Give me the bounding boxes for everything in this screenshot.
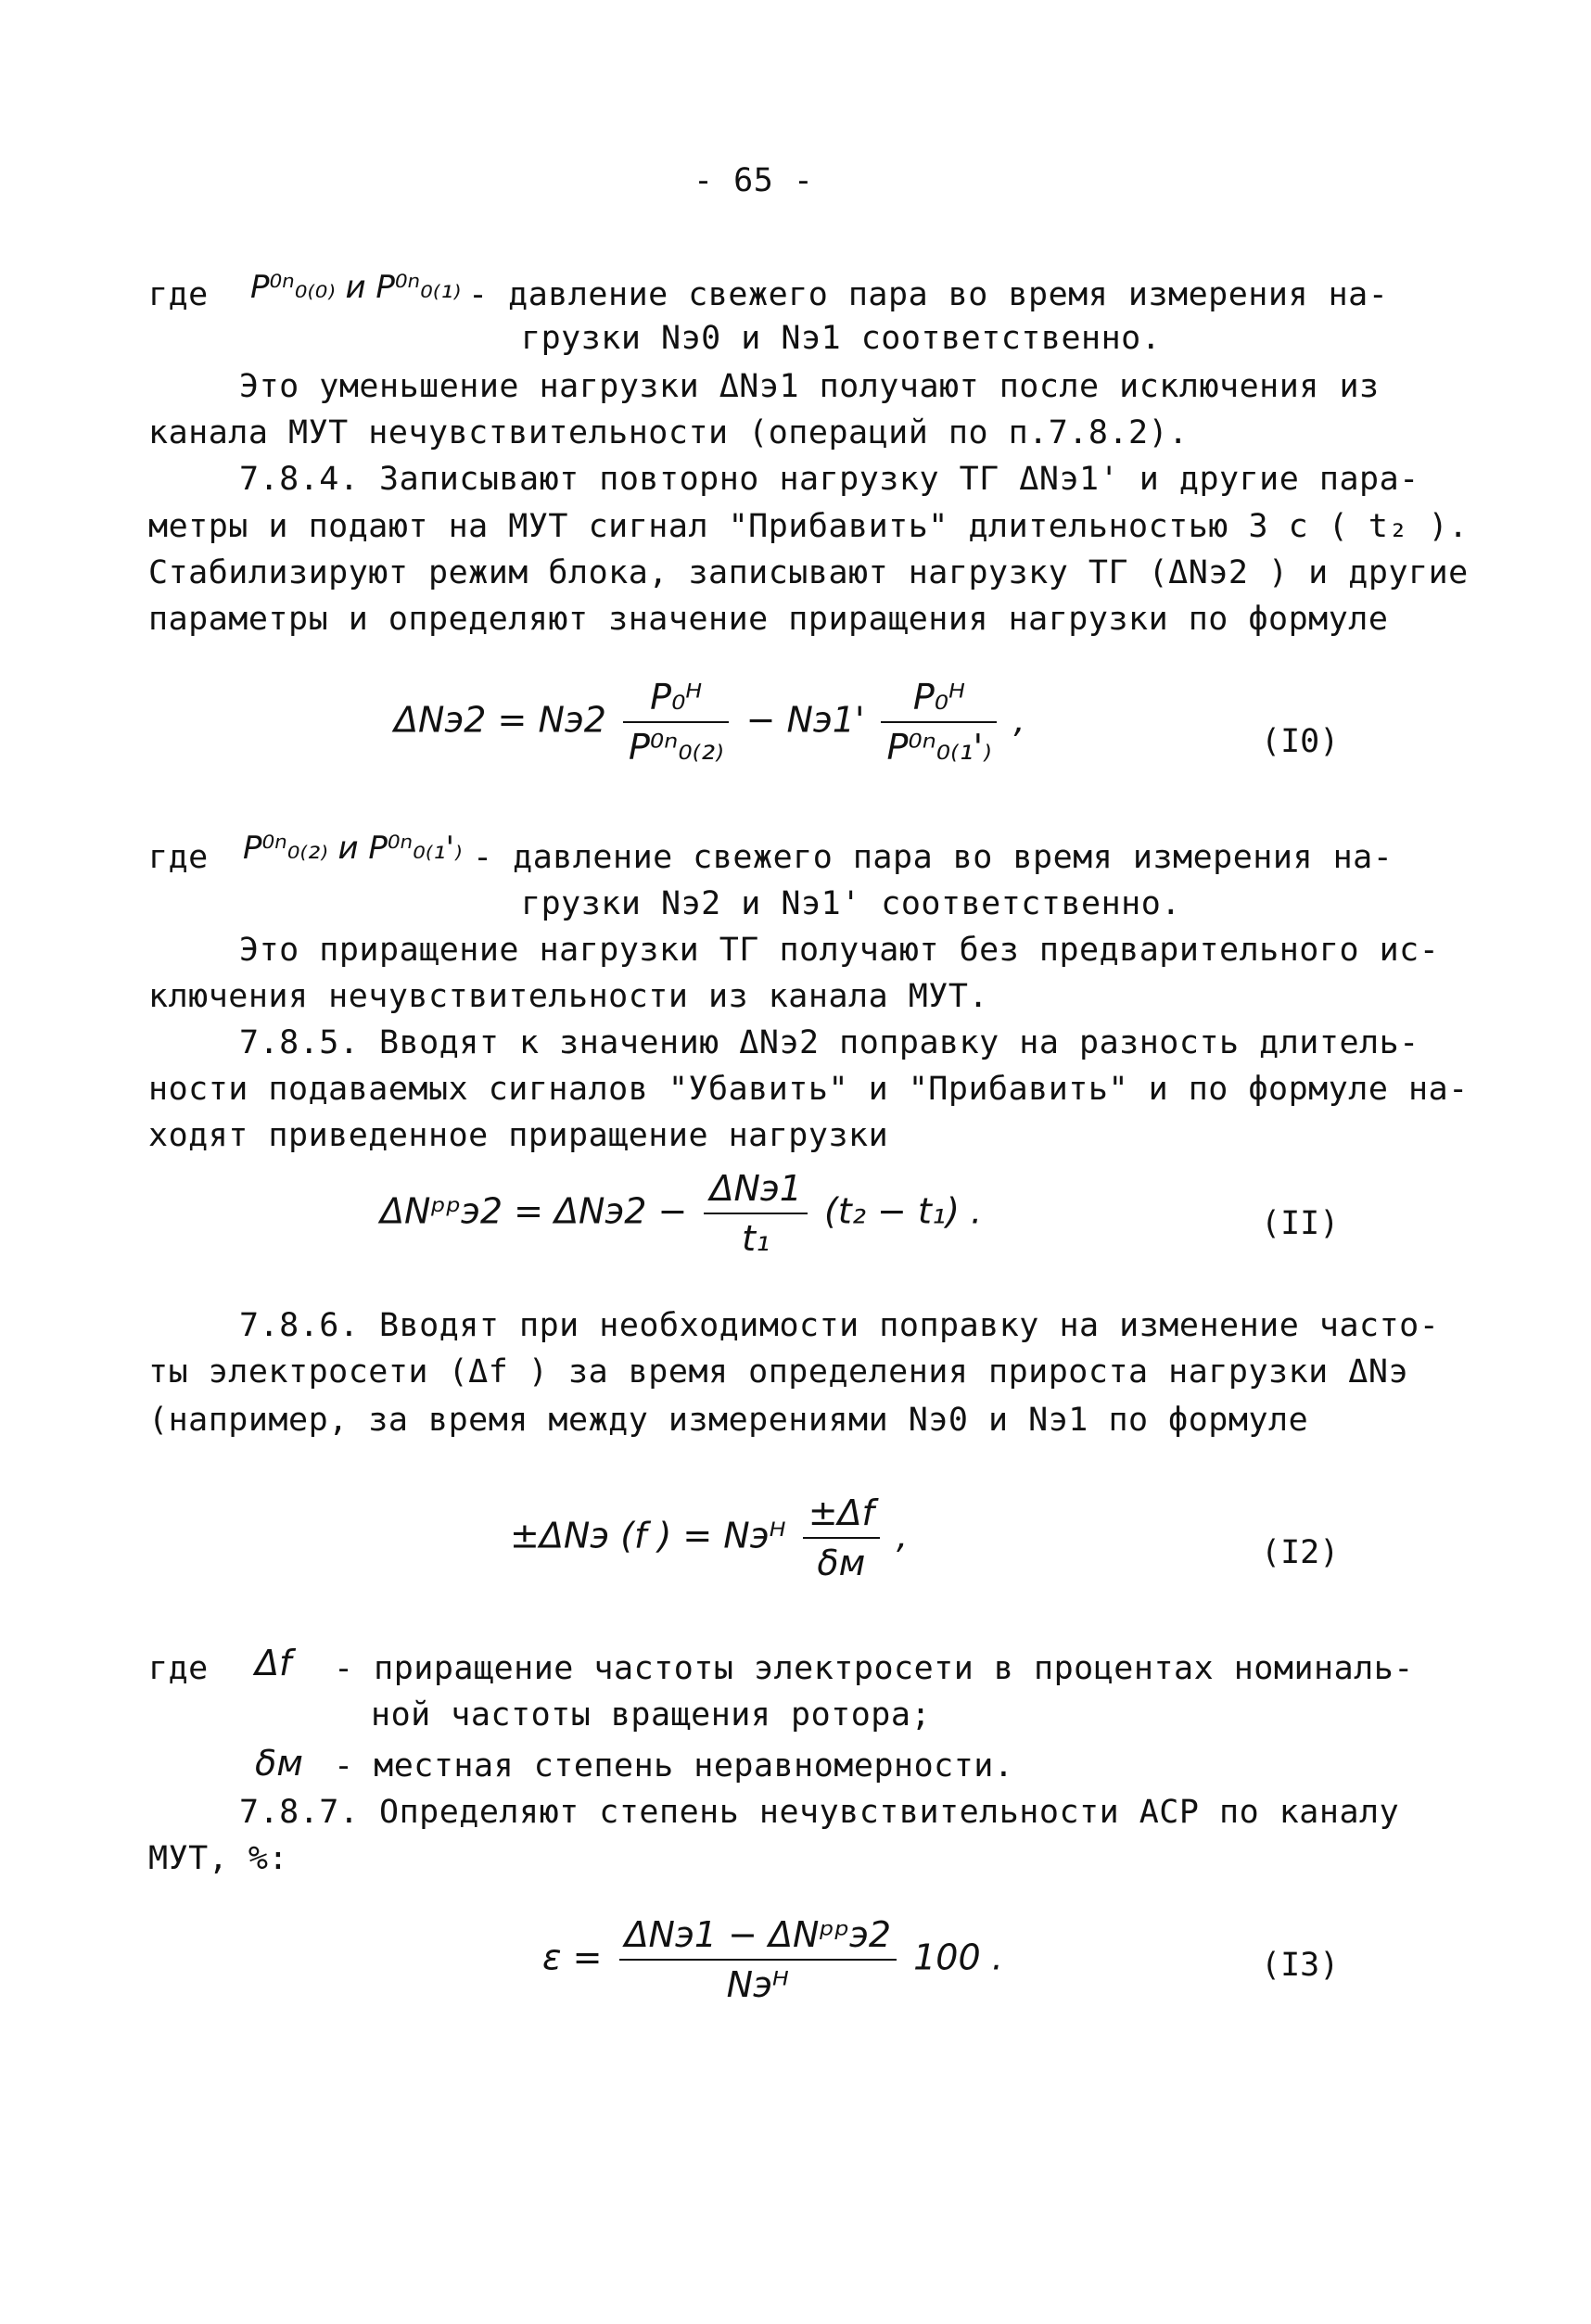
definition-line: - давление свежего пара во время измерения на- [473,839,1394,876]
paragraph-line: ходят приведенное приращение нагрузки [148,1117,889,1154]
equation-number: (I0) [1261,723,1340,760]
paragraph-line: канала МУТ нечувствительности (операций по п.7.8.2). [148,414,1189,451]
where-label: где [148,276,209,313]
pressure-symbols-1: P⁰ⁿ₀₍₀₎ и P⁰ⁿ₀₍₁₎ [250,269,462,306]
fraction-numerator: P₀ᴴ [623,677,729,723]
equation-12 [510,1492,908,1583]
equation-11 [380,1168,982,1259]
page-number: - 65 - [694,162,814,199]
equation-tail: 100 . [913,1937,1003,1978]
paragraph-line: параметры и определяют значение приращения нагрузки по формуле [148,601,1389,638]
pressure-symbols-2: P⁰ⁿ₀₍₂₎ и P⁰ⁿ₀₍₁'₎ [243,830,463,867]
equation-tail: (t₂ − t₁) . [824,1190,983,1232]
definition-line: грузки Nэ2 и Nэ1' соответственно. [521,885,1181,922]
paragraph-line: Стабилизируют режим блока, записывают нагрузку ТГ (ΔNэ2 ) и другие [148,554,1469,591]
fraction-numerator: ±Δf [803,1492,880,1539]
definition-line: ной частоты вращения ротора; [371,1696,932,1733]
definition-line: - приращение частоты электросети в процентах номиналь- [334,1650,1414,1687]
equation-lhs: ΔNᵖᵖэ2 = ΔNэ2 − [380,1190,688,1232]
fraction-denominator: Nэᴴ [726,1964,789,2005]
fraction-denominator: P⁰ⁿ₀₍₁'₎ [886,727,992,768]
equation-10 [394,677,1025,768]
paragraph-line: ключения нечувствительности из канала МУТ. [148,978,989,1015]
paragraph-line: (например, за время между измерениями Nэ0 и Nэ1 по формуле [148,1402,1309,1439]
definition-line: - давление свежего пара во время измерения на- [468,276,1389,313]
paragraph-line: 7.8.5. Вводят к значению ΔNэ2 поправку на разность длитель- [239,1024,1419,1061]
fraction [704,1168,807,1259]
equation-lhs: ε = [542,1937,603,1978]
paragraph-line: 7.8.7. Определяют степень нечувствительности АСР по каналу [239,1794,1400,1831]
fraction-denominator: t₁ [742,1218,770,1259]
equation-number: (I3) [1261,1947,1340,1984]
equation-tail: , [897,1515,909,1556]
fraction-denominator: P⁰ⁿ₀₍₂₎ [629,727,724,768]
delta-f-symbol: Δf [255,1643,292,1683]
equation-13 [542,1914,1003,2005]
fraction [619,1914,897,2005]
equation-lhs: ΔNэ2 = Nэ2 [394,699,606,741]
fraction [881,677,997,768]
equation-number: (II) [1261,1205,1340,1242]
fraction-numerator: ΔNэ1 − ΔNᵖᵖэ2 [619,1914,897,1961]
fraction-denominator: δм [817,1543,866,1583]
paragraph-line: 7.8.6. Вводят при необходимости поправку на изменение часто- [239,1307,1440,1344]
where-label: где [148,1650,209,1687]
fraction [623,677,729,768]
paragraph-line: ты электросети (Δf ) за время определения прироста нагрузки ΔNэ [148,1353,1409,1391]
paragraph-line: Это уменьшение нагрузки ΔNэ1 получают после исключения из [239,368,1380,405]
equation-number: (I2) [1261,1534,1340,1571]
equation-term: − Nэ1' [745,699,865,741]
definition-line: - местная степень неравномерности. [334,1747,1014,1784]
definition-line: грузки Nэ0 и Nэ1 соответственно. [521,320,1162,357]
delta-m-symbol: δм [255,1743,303,1784]
paragraph-line: метры и подают на МУТ сигнал "Прибавить" длительностью 3 с ( t₂ ). [148,508,1469,545]
equation-tail: , [1013,699,1025,741]
where-label: где [148,839,209,876]
fraction [803,1492,880,1583]
paragraph-line: ности подаваемых сигналов "Убавить" и "Прибавить" и по формуле на- [148,1071,1469,1108]
paragraph-line: МУТ, %: [148,1840,289,1877]
fraction-numerator: ΔNэ1 [704,1168,807,1214]
equation-lhs: ±ΔNэ (f ) = Nэᴴ [510,1515,786,1556]
paragraph-line: Это приращение нагрузки ТГ получают без предварительного ис- [239,932,1440,969]
fraction-numerator: P₀ᴴ [881,677,997,723]
paragraph-line: 7.8.4. Записывают повторно нагрузку ТГ ΔNэ1' и другие пара- [239,461,1419,498]
